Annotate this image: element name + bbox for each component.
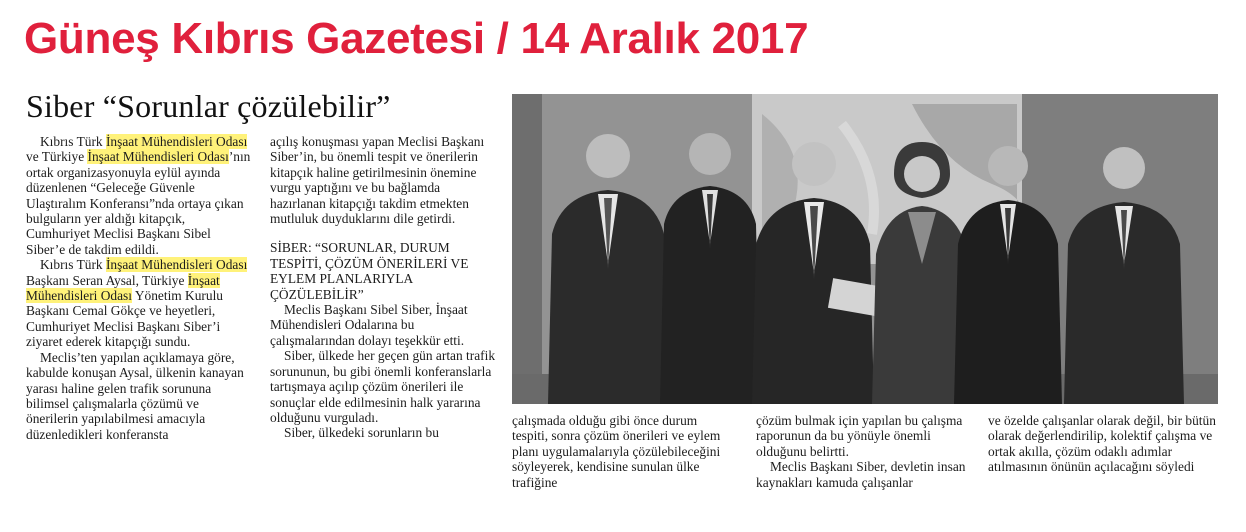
paragraph: Kıbrıs Türk İnşaat Mühendisleri Odası Başkanı Seran Aysal, Türkiye İnşaat Mühendisleri Odası Yönetim Kurulu Başkanı Cemal Gökçe ve heyetleri, Cumhuriyet Meclisi Başkanı Siber’i ziyaret ederek kitapçığı sundu. bbox=[26, 257, 248, 350]
subheading: SİBER: “SORUNLAR, DURUM TESPİTİ, ÇÖZÜM ÖNERİLERİ VE EYLEM PLANLARIYLA ÇÖZÜLEBİLİR” bbox=[270, 240, 469, 302]
highlighted-term: İnşaat Mühendisleri Odası bbox=[26, 272, 220, 304]
paragraph: açılış konuşması yapan Meclisi Başkanı Siber’in, bu önemli tespit ve önerilerin kitapçık haline getirilmesinin önemine vurgu yaptığını ve bu bağlamda hazırlanan kitapçığı takdim etmekten mutluluk duyduklarını dile getirdi. bbox=[270, 134, 485, 227]
paragraph: çözüm bulmak için yapılan bu çalışma raporunun da bu yönüyle önemli olduğunu belirtti. bbox=[756, 413, 963, 459]
article-column-5 bbox=[988, 413, 1218, 475]
paragraph: Meclis Başkanı Siber, devletin insan kaynakları kamuda çalışanlar bbox=[756, 459, 966, 490]
paragraph: Siber, ülkede her geçen gün artan trafik sorununun, bu gibi önemli konferanslarla tartışmaya açılıp çözüm önerileri ile sonuçlar elde edilmesinin halk yararına olduğunu vurguladı. bbox=[270, 348, 496, 425]
article-column-3 bbox=[512, 413, 730, 490]
masthead-title: Güneş Kıbrıs Gazetesi / 14 Aralık 2017 bbox=[24, 14, 809, 63]
article-column-2 bbox=[270, 134, 496, 441]
paragraph: Meclis Başkanı Sibel Siber, İnşaat Mühendisleri Odalarına bu çalışmalarından dolayı teşekkür etti. bbox=[270, 302, 468, 348]
article-photo bbox=[512, 94, 1218, 404]
paragraph: ve özelde çalışanlar olarak değil, bir bütün olarak değerlendirilip, kolektif çalışma ve ortak akılla, çözüm odaklı adımlar atılmasının önünün açılacağını söyledi bbox=[988, 413, 1216, 475]
article-column-4 bbox=[756, 413, 976, 490]
paragraph: Meclis’ten yapılan açıklamaya göre, kabulde konuşan Aysal, ülkenin kanayan yarası haline gelen trafik sorununa bilimsel çalışmalarla çözümü ve önerilerin yapılabilmesi amacıyla düzenledikleri konferansta bbox=[26, 349, 244, 442]
highlighted-term: İnşaat Mühendisleri Odası bbox=[105, 257, 248, 273]
article-headline: Siber “Sorunlar çözülebilir” bbox=[26, 88, 391, 124]
paragraph: çalışmada olduğu gibi önce durum tespiti, sonra çözüm önerileri ve eylem planı uygulamalarıyla çözülebileceğini söyleyerek, kendisine sunulan ülke trafiğine bbox=[512, 413, 721, 490]
article-column-1 bbox=[26, 134, 252, 442]
paragraph: Siber, ülkedeki sorunların bu bbox=[284, 425, 439, 441]
highlighted-term: İnşaat Mühendisleri Odası bbox=[87, 149, 229, 165]
highlighted-term: İnşaat Mühendisleri Odası bbox=[105, 134, 248, 149]
paragraph: Kıbrıs Türk İnşaat Mühendisleri Odası ve Türkiye İnşaat Mühendisleri Odası’nın ortak organizasyonuyla eylül ayında düzenlenen “Geleceğe Güvenle Ulaştıralım Konferansı”nda ortaya çıkan bulguların yer aldığı kitapçık, Cumhuriyet Meclisi Başkanı Sibel Siber’e de takdim edildi. bbox=[26, 134, 251, 257]
